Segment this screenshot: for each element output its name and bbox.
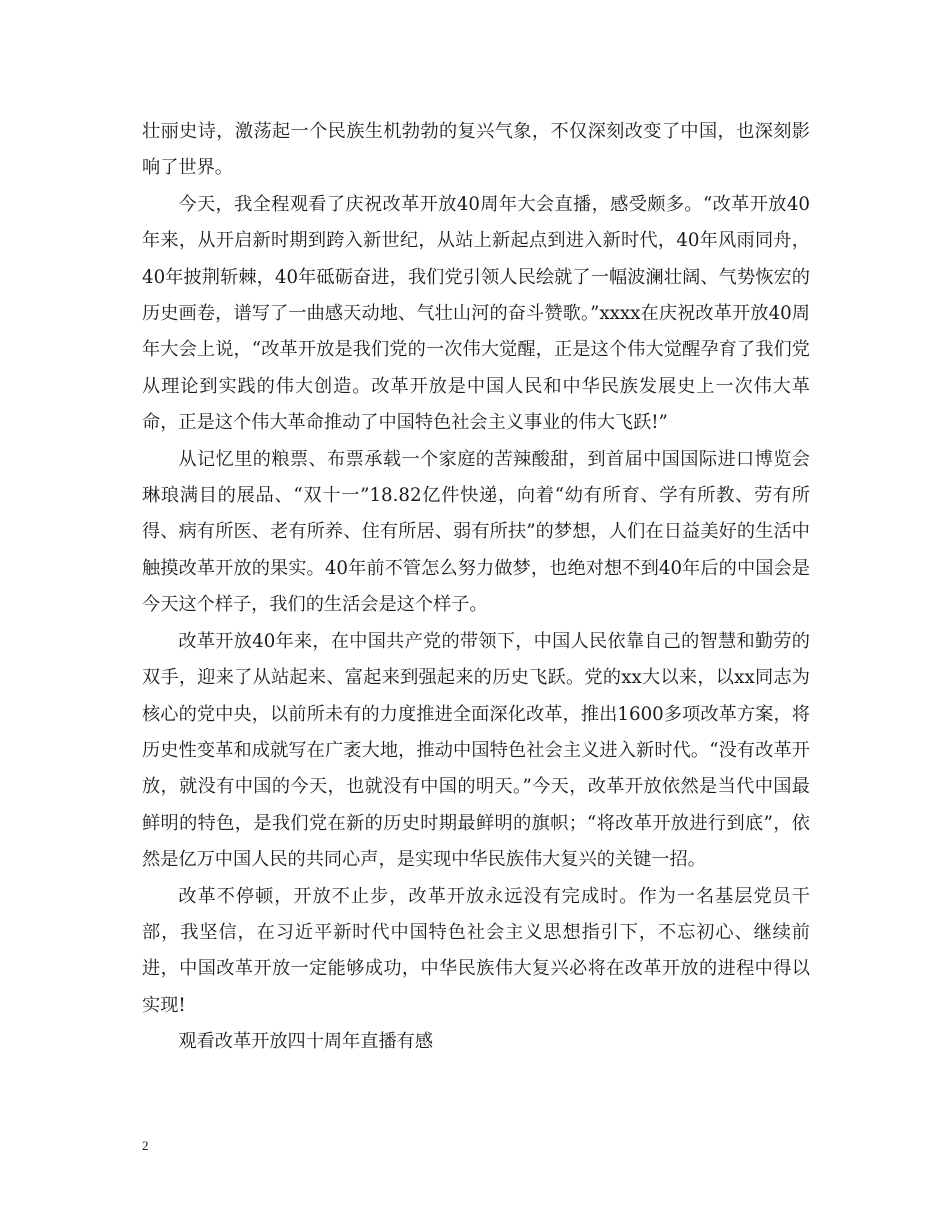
document-body — [142, 114, 810, 1061]
page-number: 2 — [142, 1138, 149, 1153]
paragraph-3: 从记忆里的粮票、布票承载一个家庭的苦辣酸甜，到首届中国国际进口博览会琳琅满目的展品、“双十一”18.82亿件快递，向着“幼有所育、学有所教、劳有所得、病有所医、老有所养、住有所居、弱有所扶”的梦想，人们在日益美好的生活中触摸改革开放的果实。40年前不管怎么努力做梦，也绝对想不到40年后的中国会是今天这个样子，我们的生活会是这个样子。 — [142, 448, 810, 616]
paragraph-4: 改革开放40年来，在中国共产党的带领下，中国人民依靠自己的智慧和勤劳的双手，迎来了从站起来、富起来到强起来的历史飞跃。党的xx大以来，以xx同志为核心的党中央，以前所未有的力度推进全面深化改革，推出1600多项改革方案，将历史性变革和成就写在广袤大地，推动中国特色社会主义进入新时代。“没有改革开放，就没有中国的今天，也就没有中国的明天。”今天，改革开放依然是当代中国最鲜明的特色，是我们党在新的历史时期最鲜明的旗帜；“将改革开放进行到底”，依然是亿万中国人民的共同心声，是实现中华民族伟大复兴的关键一招。 — [142, 630, 810, 871]
paragraph-5: 改革不停顿，开放不止步，改革开放永远没有完成时。作为一名基层党员干部，我坚信，在习近平新时代中国特色社会主义思想指引下，不忘初心、继续前进，中国改革开放一定能够成功，中华民族伟大复兴必将在改革开放的进程中得以实现! — [142, 885, 810, 1016]
section-heading: 观看改革开放四十周年直播有感 — [178, 1031, 434, 1053]
paragraph-1: 壮丽史诗，激荡起一个民族生机勃勃的复兴气象，不仅深刻改变了中国，也深刻影响了世界。 — [142, 121, 810, 179]
paragraph-2: 今天，我全程观看了庆祝改革开放40周年大会直播，感受颇多。“改革开放40年来，从开启新时期到跨入新世纪，从站上新起点到进入新时代，40年风雨同舟，40年披荆斩棘，40年砥砺奋进，我们党引领人民绘就了一幅波澜壮阔、气势恢宏的历史画卷，谱写了一曲感天动地、气壮山河的奋斗赞歌。”xxxx在庆祝改革开放40周年大会上说，“改革开放是我们党的一次伟大觉醒，正是这个伟大觉醒孕育了我们党从理论到实践的伟大创造。改革开放是中国人民和中华民族发展史上一次伟大革命，正是这个伟大革命推动了中国特色社会主义事业的伟大飞跃!” — [142, 193, 810, 434]
